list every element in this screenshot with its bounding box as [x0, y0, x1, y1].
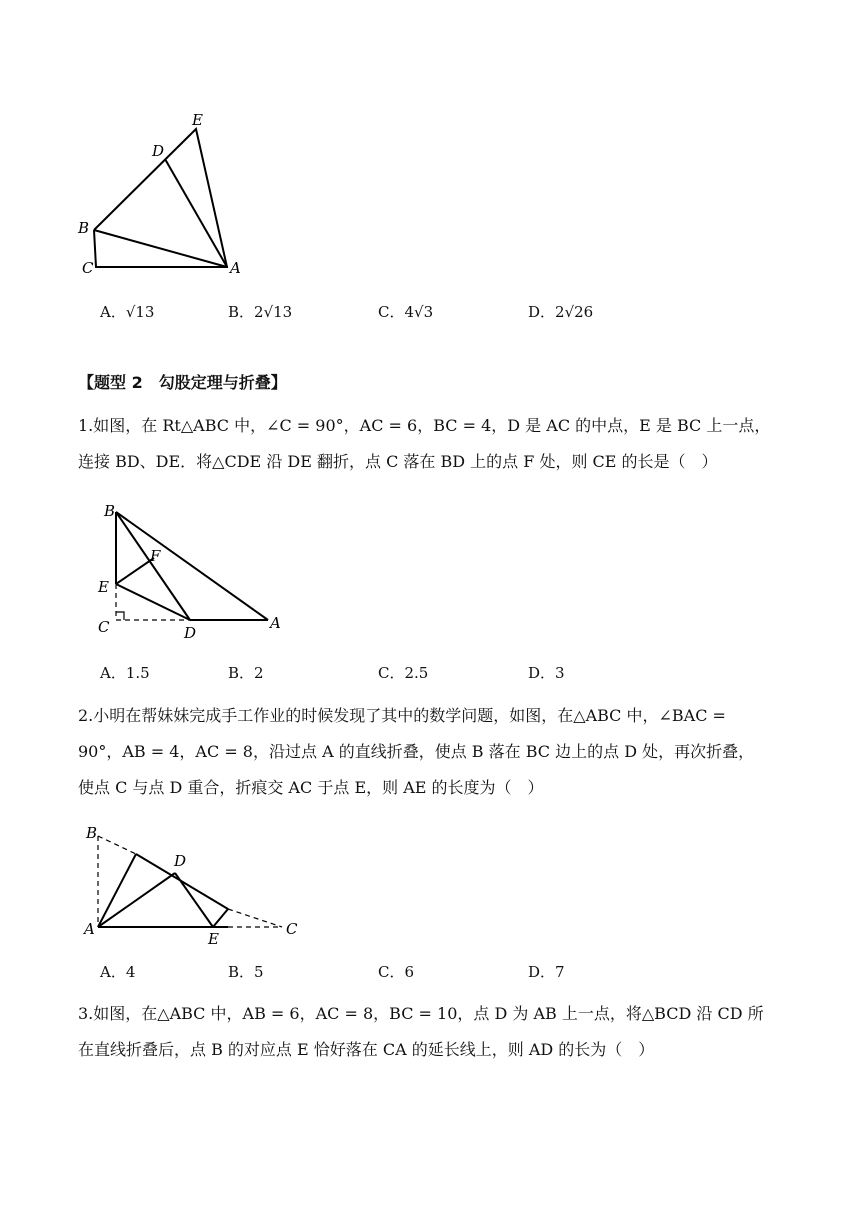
- question-2-line-3: 使点 C 与点 D 重合，折痕交 AC 于点 E，则 AE 的长度为（ ）: [78, 778, 544, 797]
- section-title: 【题型 2 勾股定理与折叠】: [78, 373, 287, 392]
- question-1-line-1: 1.如图，在 Rt△ABC 中，∠C = 90°，AC = 6，BC = 4，D 是 AC 的中点，E 是 BC 上一点，: [78, 416, 771, 435]
- options-question-2: [100, 961, 800, 985]
- question-2-line-2: 90°，AB = 4，AC = 8，沿过点 A 的直线折叠，使点 B 落在 BC 边上的点 D 处，再次折叠，: [78, 742, 755, 761]
- label-C: C: [82, 259, 94, 277]
- option-b[interactable]: B．2: [228, 664, 264, 682]
- option-c[interactable]: C．2.5: [378, 664, 429, 682]
- label-C: C: [98, 618, 110, 636]
- question-3-line-2: 在直线折叠后，点 B 的对应点 E 恰好落在 CA 的延长线上，则 AD 的长为（ ）: [78, 1040, 655, 1059]
- option-c[interactable]: C．6: [378, 963, 415, 981]
- option-a[interactable]: A．4: [100, 963, 136, 981]
- label-A: A: [84, 920, 95, 938]
- question-1-line-2: 连接 BD、DE．将△CDE 沿 DE 翻折，点 C 落在 BD 上的点 F 处，则 CE 的长是（ ）: [78, 452, 718, 471]
- options-previous-question: [100, 301, 800, 325]
- label-B: B: [78, 219, 90, 237]
- option-a[interactable]: A．1.5: [100, 664, 150, 682]
- option-b[interactable]: B．5: [228, 963, 264, 981]
- label-E: E: [192, 111, 203, 129]
- label-D: D: [184, 624, 197, 642]
- label-A: A: [270, 614, 281, 632]
- figure-question-1: [90, 498, 295, 643]
- option-a[interactable]: A．√13: [100, 303, 155, 321]
- label-E: E: [208, 930, 219, 947]
- label-C: C: [286, 920, 298, 938]
- label-D: D: [174, 852, 187, 870]
- option-c[interactable]: C．4√3: [378, 303, 434, 321]
- label-E: E: [98, 578, 109, 596]
- figure-previous-question: [70, 105, 260, 285]
- option-b[interactable]: B．2√13: [228, 303, 293, 321]
- option-d[interactable]: D．2√26: [528, 303, 594, 321]
- option-d[interactable]: D．7: [528, 963, 565, 981]
- question-3-text: [78, 996, 798, 1068]
- options-question-1: [100, 662, 800, 686]
- question-1-text: [78, 408, 798, 480]
- label-B: B: [104, 502, 116, 520]
- question-2-text: [78, 698, 798, 806]
- label-A: A: [230, 259, 241, 277]
- option-d[interactable]: D．3: [528, 664, 565, 682]
- figure-question-2: [80, 822, 310, 947]
- label-D: D: [152, 142, 165, 160]
- question-2-line-1: 2.小明在帮妹妹完成手工作业的时候发现了其中的数学问题，如图，在△ABC 中，∠BAC =: [78, 706, 726, 725]
- label-F: F: [150, 547, 161, 565]
- label-B: B: [86, 824, 98, 842]
- question-3-line-1: 3.如图，在△ABC 中，AB = 6，AC = 8，BC = 10，点 D 为 AB 上一点，将△BCD 沿 CD 所: [78, 1004, 764, 1023]
